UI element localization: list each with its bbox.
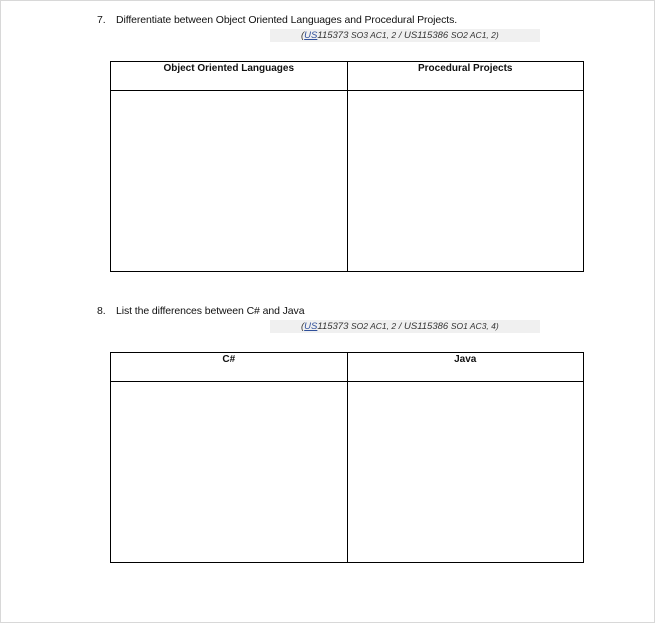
- question-number: 7.: [97, 14, 106, 26]
- unit-standard-reference: [270, 320, 540, 333]
- column-header: Object Oriented Languages: [111, 62, 348, 91]
- question-text: List the differences between C# and Java: [116, 305, 305, 317]
- ref-separator: /: [396, 321, 404, 332]
- answer-cell[interactable]: [111, 91, 348, 272]
- ref-us-link[interactable]: US: [304, 321, 318, 332]
- ref-so-2: SO1 AC3, 4): [450, 321, 499, 331]
- ref-id-2: 115386: [417, 321, 449, 332]
- ref-id-2: 115386: [417, 30, 449, 41]
- ref-us-link[interactable]: US: [304, 30, 318, 41]
- ref-so-2: SO2 AC1, 2): [450, 30, 499, 40]
- ref-us-2: US: [403, 30, 418, 41]
- table-answer-row: [111, 91, 584, 272]
- ref-open-paren: (: [301, 321, 305, 332]
- unit-standard-reference: [270, 29, 540, 42]
- ref-id-1: 115373: [317, 30, 349, 41]
- ref-so-1: SO2 AC1, 2: [351, 321, 397, 331]
- ref-id-1: 115373: [317, 321, 349, 332]
- table-header-row: [111, 353, 584, 382]
- column-header: C#: [111, 353, 348, 382]
- answer-table-8: [110, 352, 584, 563]
- question-8: [97, 305, 304, 317]
- table-answer-row: [111, 382, 584, 563]
- ref-so-1: SO3 AC1, 2: [351, 30, 397, 40]
- table-header-row: [111, 62, 584, 91]
- question-number: 8.: [97, 305, 106, 317]
- column-header: Java: [347, 353, 584, 382]
- ref-open-paren: (: [301, 30, 305, 41]
- answer-cell[interactable]: [347, 91, 584, 272]
- question-7: [97, 14, 457, 26]
- answer-cell[interactable]: [111, 382, 348, 563]
- answer-cell[interactable]: [347, 382, 584, 563]
- answer-table-7: [110, 61, 584, 272]
- question-text: Differentiate between Object Oriented Languages and Procedural Projects.: [116, 14, 458, 26]
- column-header: Procedural Projects: [347, 62, 584, 91]
- ref-separator: /: [396, 30, 404, 41]
- ref-us-2: US: [403, 321, 418, 332]
